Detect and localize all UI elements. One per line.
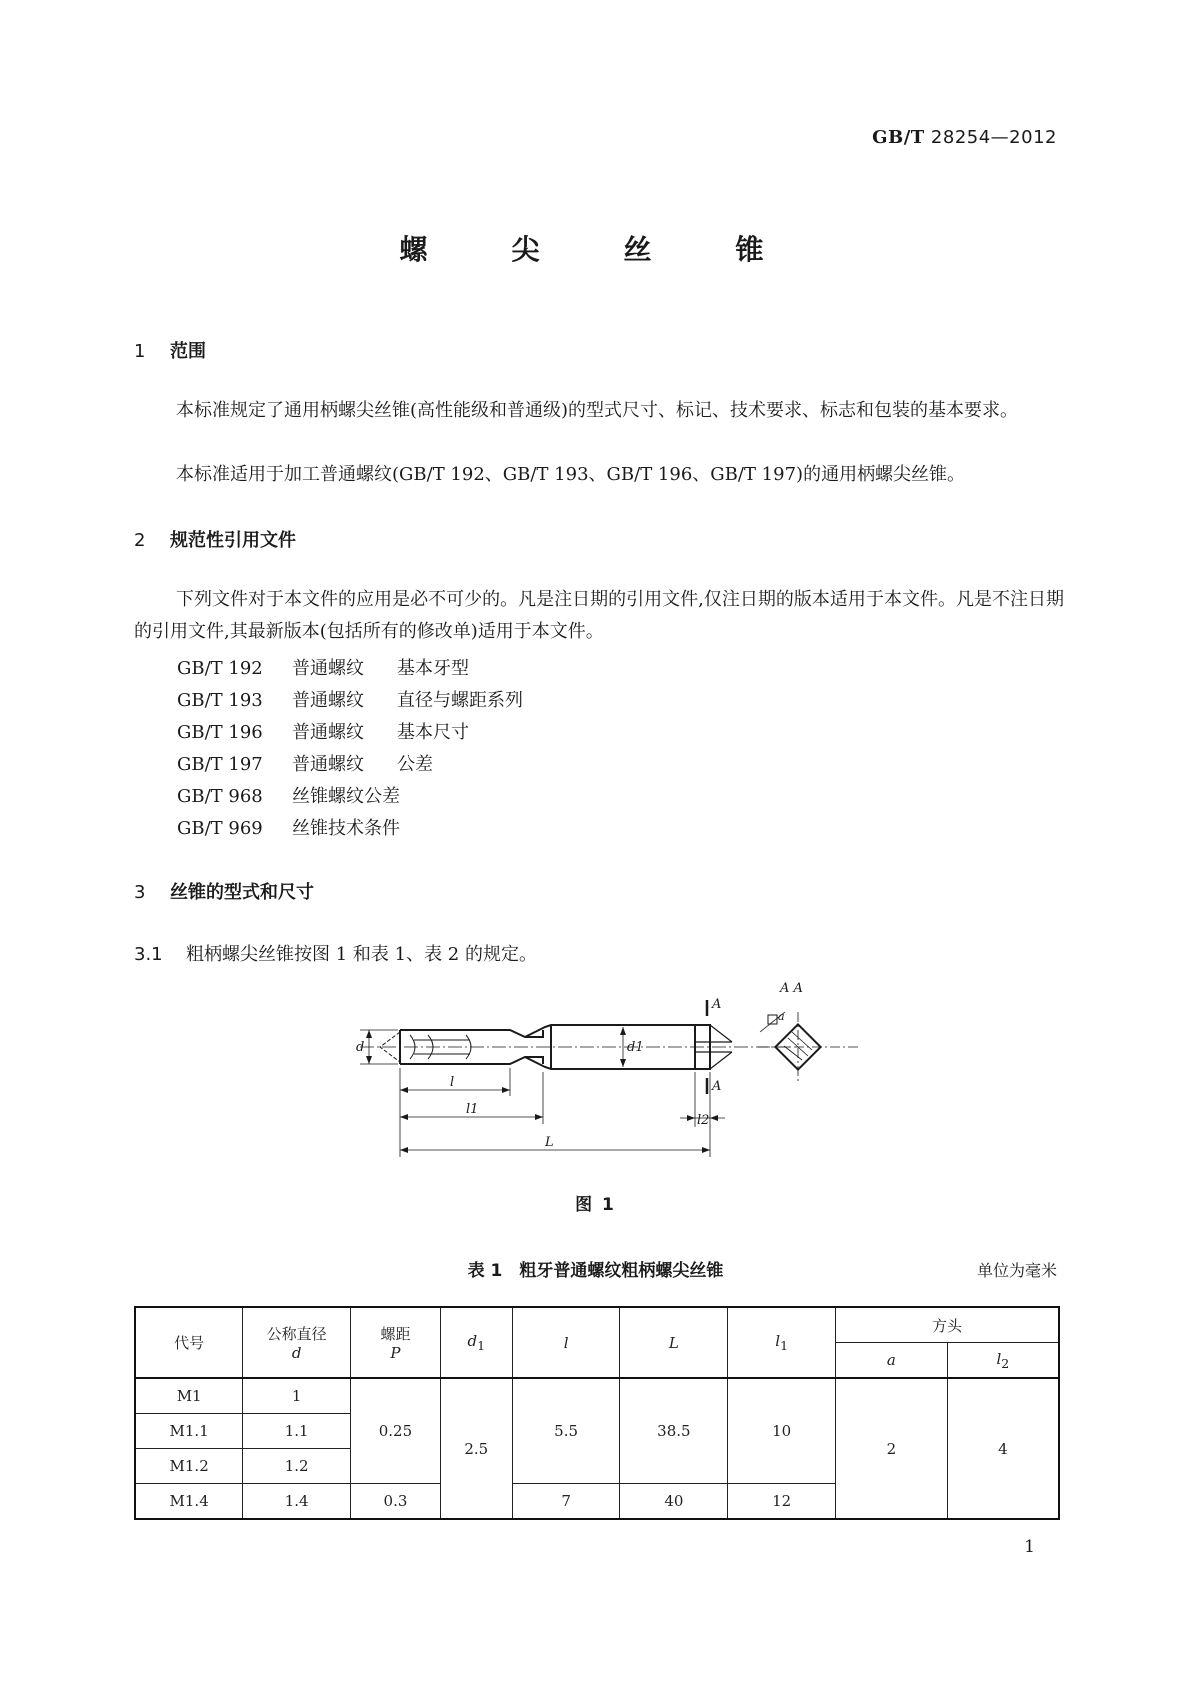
dim-label-d: d <box>356 1040 365 1055</box>
section-1-paragraph-2: 本标准适用于加工普通螺纹(GB/T 192、GB/T 193、GB/T 196、GB/T 197)的通用柄螺尖丝锥。 <box>176 464 966 485</box>
cell-code: M1 <box>135 1378 243 1414</box>
table-1 <box>134 1306 1060 1520</box>
cell-L: 40 <box>620 1484 728 1520</box>
dim-label-d1: d1 <box>627 1040 644 1055</box>
cell-diameter: 1.2 <box>243 1449 351 1484</box>
section-1-heading: 1 范围 <box>134 341 206 362</box>
section-title: A A <box>780 981 803 996</box>
table-title: 表 1 粗牙普通螺纹粗柄螺尖丝锥 <box>467 1261 724 1281</box>
header-nominal: 公称直径 d <box>243 1307 351 1378</box>
header-l1: $l_1$ <box>728 1307 836 1378</box>
cell-l: 5.5 <box>512 1378 620 1484</box>
page-number: 1 <box>1024 1537 1035 1557</box>
header-l2: $l_2$ <box>947 1343 1059 1379</box>
cell-code: M1.1 <box>135 1414 243 1449</box>
cell-l2: 4 <box>947 1378 1059 1519</box>
cell-L: 38.5 <box>620 1378 728 1484</box>
cell-pitch: 0.25 <box>351 1378 441 1484</box>
cell-d1: 2.5 <box>440 1378 512 1519</box>
section-mark-a-bottom: A <box>712 1079 722 1094</box>
dim-label-a: a <box>778 1010 785 1023</box>
section-3-heading: 3 丝锥的型式和尺寸 <box>134 882 314 903</box>
dim-label-L: L <box>545 1135 554 1150</box>
header-code: 代号 <box>135 1307 243 1378</box>
cell-diameter: 1.1 <box>243 1414 351 1449</box>
dim-label-l1: l1 <box>466 1102 479 1117</box>
section-mark-a-top: A <box>712 997 722 1012</box>
cell-a: 2 <box>836 1378 948 1519</box>
header-d1: $d_1$ <box>440 1307 512 1378</box>
header-square: 方头 <box>836 1307 1060 1343</box>
section-2-heading: 2 规范性引用文件 <box>134 530 296 551</box>
reference-item: GB/T 197 普通螺纹 公差 <box>177 754 433 775</box>
cell-l: 7 <box>512 1484 620 1520</box>
cell-l1: 12 <box>728 1484 836 1520</box>
reference-item: GB/T 969 丝锥技术条件 <box>177 818 400 839</box>
dim-label-l: l <box>450 1075 455 1090</box>
section-1-paragraph-1: 本标准规定了通用柄螺尖丝锥(高性能级和普通级)的型式尺寸、标记、技术要求、标志和包装的基本要求。 <box>176 400 1019 421</box>
tap-drawing <box>340 972 860 1172</box>
reference-item: GB/T 192 普通螺纹 基本牙型 <box>177 658 469 679</box>
cell-pitch: 0.3 <box>351 1484 441 1520</box>
header-a: a <box>836 1343 948 1379</box>
section-2-paragraph: 下列文件对于本文件的应用是必不可少的。凡是注日期的引用文件,仅注日期的版本适用于本文件。凡是不注日期的引用文件,其最新版本(包括所有的修改单)适用于本文件。 <box>134 589 1064 642</box>
clause-3-1: 3.1 粗柄螺尖丝锥按图 1 和表 1、表 2 的规定。 <box>134 944 537 965</box>
header-pitch: 螺距 P <box>351 1307 441 1378</box>
figure-caption: 图 1 <box>575 1195 616 1215</box>
cell-l1: 10 <box>728 1378 836 1484</box>
cell-diameter: 1.4 <box>243 1484 351 1520</box>
header-L: L <box>620 1307 728 1378</box>
dim-label-l2: l2 <box>697 1113 710 1128</box>
table-unit: 单位为毫米 <box>976 1261 1057 1280</box>
cell-code: M1.2 <box>135 1449 243 1484</box>
standard-number: GB/T 28254—2012 <box>872 127 1057 148</box>
cell-code: M1.4 <box>135 1484 243 1520</box>
page-title: 螺 尖 丝 锥 <box>399 233 792 266</box>
reference-item: GB/T 196 普通螺纹 基本尺寸 <box>177 722 469 743</box>
reference-item: GB/T 968 丝锥螺纹公差 <box>177 786 400 807</box>
header-l: l <box>512 1307 620 1378</box>
reference-item: GB/T 193 普通螺纹 直径与螺距系列 <box>177 690 523 711</box>
cell-diameter: 1 <box>243 1378 351 1414</box>
